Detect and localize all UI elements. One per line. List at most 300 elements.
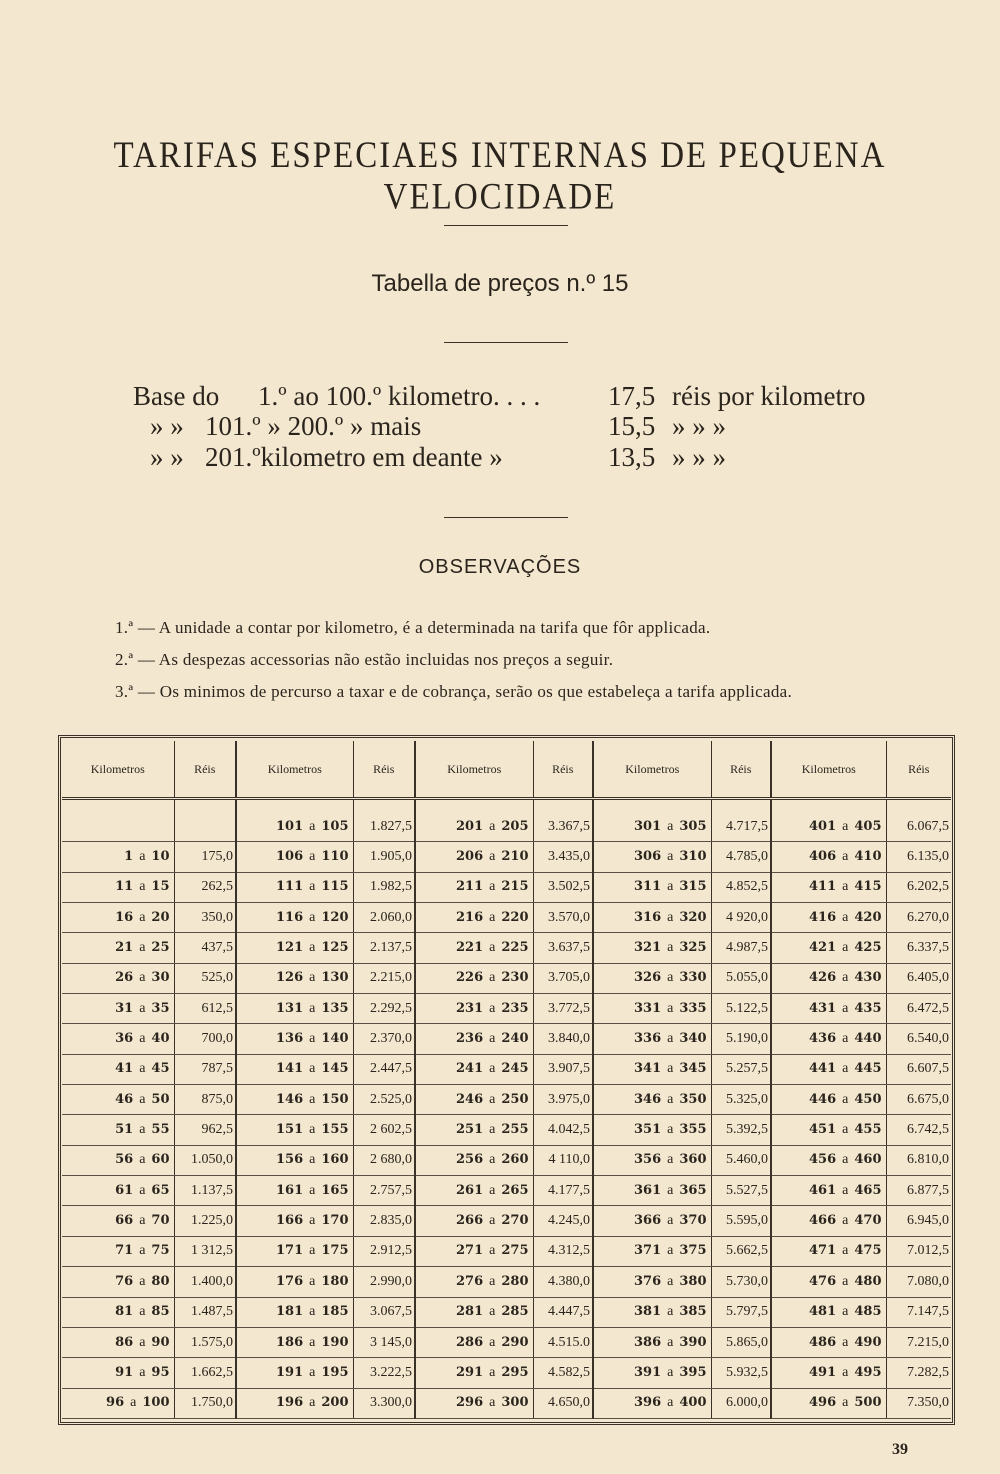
km-to: 370 — [679, 1213, 707, 1229]
km-range — [62, 903, 174, 933]
km-range — [236, 1024, 353, 1054]
reis-value: 6.472,5 — [886, 994, 951, 1024]
divider — [444, 225, 568, 226]
km-from: 236 — [456, 1031, 484, 1047]
reis-value: 2.757,5 — [353, 1176, 415, 1206]
km-from: 261 — [456, 1182, 484, 1198]
km-range — [236, 1176, 353, 1206]
km-to: 220 — [501, 909, 529, 925]
reis-value: 3 145,0 — [353, 1327, 415, 1357]
km-from: 436 — [809, 1031, 837, 1047]
km-from: 486 — [809, 1334, 837, 1350]
km-connector: a — [489, 818, 496, 834]
reis-value: 3.705,0 — [533, 963, 593, 993]
km-connector: a — [489, 879, 496, 895]
km-to: 300 — [501, 1395, 529, 1411]
km-from: 446 — [809, 1091, 837, 1107]
base-rate-c3: 17,5 — [608, 381, 656, 411]
km-from: 201 — [456, 818, 484, 834]
km-range — [415, 1085, 533, 1115]
km-range — [593, 1115, 711, 1145]
km-to: 115 — [321, 879, 349, 895]
km-from: 126 — [276, 970, 304, 986]
table-row — [62, 963, 951, 993]
km-from: 396 — [634, 1395, 662, 1411]
km-to: 330 — [679, 970, 707, 986]
km-to: 470 — [854, 1213, 882, 1229]
km-range — [62, 1297, 174, 1327]
km-from: 161 — [276, 1182, 304, 1198]
km-range — [415, 963, 533, 993]
km-range — [771, 994, 886, 1024]
reis-value: 5.865,0 — [711, 1327, 771, 1357]
km-range — [593, 903, 711, 933]
reis-value: 4.987,5 — [711, 933, 771, 963]
km-to: 325 — [679, 940, 707, 956]
reis-value: 6.877,5 — [886, 1176, 951, 1206]
reis-value: 1.827,5 — [353, 812, 415, 842]
km-connector: a — [309, 1031, 316, 1047]
km-range — [771, 1206, 886, 1236]
km-from: 91 — [115, 1364, 134, 1380]
km-from: 461 — [809, 1182, 837, 1198]
km-to: 120 — [321, 909, 349, 925]
km-from: 136 — [276, 1031, 304, 1047]
reis-value: 4.515.0 — [533, 1327, 593, 1357]
km-range — [771, 903, 886, 933]
km-to: 180 — [321, 1273, 349, 1289]
km-range — [771, 1327, 886, 1357]
reis-value: 4.312,5 — [533, 1236, 593, 1266]
km-connector: a — [489, 1000, 496, 1016]
reis-value: 1.050,0 — [174, 1145, 236, 1175]
km-range — [593, 1206, 711, 1236]
reis-value: 6.810,0 — [886, 1145, 951, 1175]
km-to: 195 — [321, 1364, 349, 1380]
km-to: 415 — [854, 879, 882, 895]
reis-value: 4.447,5 — [533, 1297, 593, 1327]
km-range — [771, 1388, 886, 1418]
price-table — [62, 741, 951, 1419]
km-to: 250 — [501, 1091, 529, 1107]
divider — [444, 342, 568, 343]
km-range — [771, 842, 886, 872]
km-from: 121 — [276, 940, 304, 956]
reis-value: 1.905,0 — [353, 842, 415, 872]
base-rate-c1: Base do — [133, 381, 220, 411]
reis-value: 5.527,5 — [711, 1176, 771, 1206]
reis-value: 3.637,5 — [533, 933, 593, 963]
km-range — [771, 933, 886, 963]
km-connector: a — [842, 1152, 849, 1168]
reis-value: 2.292,5 — [353, 994, 415, 1024]
km-from: 36 — [115, 1031, 134, 1047]
table-row — [62, 1115, 951, 1145]
km-connector: a — [667, 1273, 674, 1289]
km-range — [62, 1176, 174, 1206]
reis-value: 350,0 — [174, 903, 236, 933]
km-from: 1 — [124, 849, 134, 865]
km-from: 31 — [115, 1000, 134, 1016]
reis-value: 4.177,5 — [533, 1176, 593, 1206]
km-from: 206 — [456, 849, 484, 865]
km-range — [415, 903, 533, 933]
km-range — [236, 963, 353, 993]
km-to: 40 — [151, 1031, 170, 1047]
km-connector: a — [489, 1364, 496, 1380]
reis-value: 2.060,0 — [353, 903, 415, 933]
km-from: 256 — [456, 1152, 484, 1168]
km-connector: a — [139, 1000, 146, 1016]
km-to: 500 — [854, 1395, 882, 1411]
reis-value: 1.225,0 — [174, 1206, 236, 1236]
km-from: 291 — [456, 1364, 484, 1380]
km-from: 41 — [115, 1061, 134, 1077]
table-row — [62, 1327, 951, 1357]
reis-value: 5.122,5 — [711, 994, 771, 1024]
base-rate-c3: 15,5 — [608, 411, 656, 441]
km-from: 216 — [456, 909, 484, 925]
km-connector: a — [309, 1182, 316, 1198]
km-from: 411 — [809, 879, 837, 895]
km-to: 215 — [501, 879, 529, 895]
km-to: 290 — [501, 1334, 529, 1350]
km-from: 281 — [456, 1304, 484, 1320]
km-range — [236, 1267, 353, 1297]
km-to: 160 — [321, 1152, 349, 1168]
reis-value: 5.055,0 — [711, 963, 771, 993]
km-connector: a — [842, 1304, 849, 1320]
km-to: 245 — [501, 1061, 529, 1077]
km-range — [62, 933, 174, 963]
km-to: 50 — [151, 1091, 170, 1107]
km-to: 405 — [854, 818, 882, 834]
km-connector: a — [139, 1273, 146, 1289]
km-from: 491 — [809, 1364, 837, 1380]
km-range — [415, 994, 533, 1024]
km-from: 366 — [634, 1213, 662, 1229]
km-range — [593, 812, 711, 842]
km-from: 311 — [634, 879, 662, 895]
km-range — [771, 872, 886, 902]
km-from: 286 — [456, 1334, 484, 1350]
km-range — [593, 1145, 711, 1175]
km-range — [415, 1236, 533, 1266]
km-to: 200 — [321, 1395, 349, 1411]
km-from: 176 — [276, 1273, 304, 1289]
reis-value: 6.135,0 — [886, 842, 951, 872]
km-from: 401 — [809, 818, 837, 834]
km-from: 186 — [276, 1334, 304, 1350]
km-to: 170 — [321, 1213, 349, 1229]
reis-value: 3.772,5 — [533, 994, 593, 1024]
reis-value: 7.350,0 — [886, 1388, 951, 1418]
km-range — [771, 1236, 886, 1266]
km-to: 60 — [151, 1152, 170, 1168]
km-range — [593, 933, 711, 963]
km-to: 100 — [142, 1395, 170, 1411]
km-to: 430 — [854, 970, 882, 986]
km-range — [593, 994, 711, 1024]
km-from: 456 — [809, 1152, 837, 1168]
km-range — [593, 1358, 711, 1388]
km-to: 15 — [151, 879, 170, 895]
table-row — [62, 1358, 951, 1388]
km-from: 341 — [634, 1061, 662, 1077]
km-connector: a — [139, 1061, 146, 1077]
km-connector: a — [842, 1091, 849, 1107]
reis-value: 700,0 — [174, 1024, 236, 1054]
reis-value: 7.080,0 — [886, 1267, 951, 1297]
km-connector: a — [489, 1334, 496, 1350]
km-connector: a — [139, 879, 146, 895]
km-range — [771, 1115, 886, 1145]
reis-value: 612,5 — [174, 994, 236, 1024]
km-from: 331 — [634, 1000, 662, 1016]
km-range — [415, 1145, 533, 1175]
km-from: 96 — [106, 1395, 125, 1411]
km-range — [415, 872, 533, 902]
km-range — [236, 1115, 353, 1145]
km-range — [236, 842, 353, 872]
km-connector: a — [139, 1334, 146, 1350]
km-connector: a — [309, 1091, 316, 1107]
km-to: 175 — [321, 1243, 349, 1259]
reis-value: 962,5 — [174, 1115, 236, 1145]
km-from: 61 — [115, 1182, 134, 1198]
reis-value: 2.912,5 — [353, 1236, 415, 1266]
reis-value: 6.067,5 — [886, 812, 951, 842]
km-to: 485 — [854, 1304, 882, 1320]
km-to: 70 — [151, 1213, 170, 1229]
reis-value: 1 312,5 — [174, 1236, 236, 1266]
km-from: 71 — [115, 1243, 134, 1259]
km-range — [62, 1267, 174, 1297]
reis-value: 1.662,5 — [174, 1358, 236, 1388]
km-connector: a — [139, 970, 146, 986]
reis-value: 5.797,5 — [711, 1297, 771, 1327]
km-to: 165 — [321, 1182, 349, 1198]
km-connector: a — [842, 1031, 849, 1047]
km-range — [593, 872, 711, 902]
reis-value: 1.400,0 — [174, 1267, 236, 1297]
km-range — [593, 1236, 711, 1266]
km-from: 376 — [634, 1273, 662, 1289]
reis-value: 6.540,0 — [886, 1024, 951, 1054]
km-connector: a — [139, 849, 146, 865]
km-to: 260 — [501, 1152, 529, 1168]
header-reis: Réis — [886, 741, 951, 799]
km-connector: a — [489, 1395, 496, 1411]
km-from: 476 — [809, 1273, 837, 1289]
km-range — [62, 1327, 174, 1357]
km-connector: a — [667, 1031, 674, 1047]
km-connector: a — [842, 970, 849, 986]
reis-value: 4.042,5 — [533, 1115, 593, 1145]
km-to: 140 — [321, 1031, 349, 1047]
km-range — [236, 1236, 353, 1266]
km-range — [593, 1176, 711, 1206]
reis-value: 6.337,5 — [886, 933, 951, 963]
km-connector: a — [489, 1243, 496, 1259]
km-range — [62, 1236, 174, 1266]
km-to: 480 — [854, 1273, 882, 1289]
km-from: 46 — [115, 1091, 134, 1107]
km-connector: a — [309, 1122, 316, 1138]
km-range — [593, 1388, 711, 1418]
km-to: 75 — [151, 1243, 170, 1259]
km-to: 455 — [854, 1122, 882, 1138]
km-from: 111 — [276, 879, 304, 895]
km-range — [62, 842, 174, 872]
km-range — [62, 1388, 174, 1418]
km-to: 305 — [679, 818, 707, 834]
km-from: 76 — [115, 1273, 134, 1289]
km-connector: a — [667, 940, 674, 956]
km-to: 465 — [854, 1182, 882, 1198]
km-from: 211 — [456, 879, 484, 895]
km-to: 190 — [321, 1334, 349, 1350]
reis-value: 4.245,0 — [533, 1206, 593, 1236]
km-to: 235 — [501, 1000, 529, 1016]
reis-value: 2.525,0 — [353, 1085, 415, 1115]
base-rate-c3: 13,5 — [608, 442, 656, 472]
km-to: 350 — [679, 1091, 707, 1107]
km-connector: a — [139, 1091, 146, 1107]
km-connector: a — [489, 1152, 496, 1168]
table-row — [62, 1024, 951, 1054]
base-rate-c2: 101.º » 200.º » mais — [205, 411, 422, 441]
km-connector: a — [309, 909, 316, 925]
km-to: 205 — [501, 818, 529, 834]
km-range — [415, 1327, 533, 1357]
reis-value: 1.750,0 — [174, 1388, 236, 1418]
km-to: 275 — [501, 1243, 529, 1259]
km-connector: a — [842, 1122, 849, 1138]
km-to: 155 — [321, 1122, 349, 1138]
km-from: 301 — [634, 818, 662, 834]
km-connector: a — [309, 818, 316, 834]
km-connector: a — [842, 1000, 849, 1016]
km-connector: a — [667, 1000, 674, 1016]
km-from: 431 — [809, 1000, 837, 1016]
reis-value: 3.840,0 — [533, 1024, 593, 1054]
km-from: 441 — [809, 1061, 837, 1077]
reis-value: 5.325,0 — [711, 1085, 771, 1115]
km-range — [771, 1297, 886, 1327]
km-to: 320 — [679, 909, 707, 925]
km-connector: a — [667, 909, 674, 925]
km-to: 185 — [321, 1304, 349, 1320]
table-row — [62, 1236, 951, 1266]
reis-value: 5.257,5 — [711, 1054, 771, 1084]
reis-value: 5.392,5 — [711, 1115, 771, 1145]
km-from: 226 — [456, 970, 484, 986]
reis-value: 2.137,5 — [353, 933, 415, 963]
km-range — [236, 1085, 353, 1115]
km-range — [415, 1176, 533, 1206]
km-to: 440 — [854, 1031, 882, 1047]
km-to: 310 — [679, 849, 707, 865]
km-range — [62, 812, 174, 842]
reis-value: 2 680,0 — [353, 1145, 415, 1175]
header-reis: Réis — [174, 741, 236, 799]
km-to: 475 — [854, 1243, 882, 1259]
km-connector: a — [489, 1304, 496, 1320]
table-row — [62, 842, 951, 872]
base-rate-c4: réis por kilometro — [672, 381, 866, 411]
km-to: 230 — [501, 970, 529, 986]
km-connector: a — [309, 970, 316, 986]
km-connector: a — [139, 909, 146, 925]
table-row — [62, 994, 951, 1024]
reis-value: 5.730,0 — [711, 1267, 771, 1297]
km-connector: a — [667, 970, 674, 986]
reis-value: 7.282,5 — [886, 1358, 951, 1388]
km-range — [415, 1054, 533, 1084]
km-from: 131 — [276, 1000, 304, 1016]
km-connector: a — [842, 818, 849, 834]
km-from: 166 — [276, 1213, 304, 1229]
km-to: 35 — [151, 1000, 170, 1016]
reis-value: 3.975,0 — [533, 1085, 593, 1115]
km-to: 105 — [321, 818, 349, 834]
km-range — [236, 1327, 353, 1357]
divider — [444, 517, 568, 518]
km-to: 295 — [501, 1364, 529, 1380]
km-connector: a — [842, 879, 849, 895]
reis-value: 7.147,5 — [886, 1297, 951, 1327]
km-connector: a — [139, 1152, 146, 1168]
km-from: 141 — [276, 1061, 304, 1077]
km-connector: a — [842, 1334, 849, 1350]
table-row — [62, 812, 951, 842]
km-connector: a — [667, 1213, 674, 1229]
reis-value: 4.650,0 — [533, 1388, 593, 1418]
km-range — [236, 872, 353, 902]
km-from: 351 — [634, 1122, 662, 1138]
km-range — [62, 1085, 174, 1115]
reis-value: 4 110,0 — [533, 1145, 593, 1175]
table-row — [62, 933, 951, 963]
table-row — [62, 872, 951, 902]
km-connector: a — [489, 1031, 496, 1047]
km-range — [62, 1145, 174, 1175]
km-connector: a — [489, 940, 496, 956]
km-to: 335 — [679, 1000, 707, 1016]
km-to: 225 — [501, 940, 529, 956]
km-connector: a — [139, 1213, 146, 1229]
km-to: 145 — [321, 1061, 349, 1077]
km-from: 196 — [276, 1395, 304, 1411]
km-range — [236, 994, 353, 1024]
table-row — [62, 1267, 951, 1297]
km-range — [415, 1358, 533, 1388]
km-connector: a — [842, 1395, 849, 1411]
km-from: 321 — [634, 940, 662, 956]
km-from: 56 — [115, 1152, 134, 1168]
km-connector: a — [667, 1364, 674, 1380]
km-to: 410 — [854, 849, 882, 865]
km-connector: a — [842, 940, 849, 956]
reis-value: 875,0 — [174, 1085, 236, 1115]
km-connector: a — [842, 1061, 849, 1077]
km-connector: a — [139, 1364, 146, 1380]
km-range — [593, 1024, 711, 1054]
reis-value: 4.785,0 — [711, 842, 771, 872]
km-connector: a — [842, 849, 849, 865]
km-connector: a — [309, 849, 316, 865]
